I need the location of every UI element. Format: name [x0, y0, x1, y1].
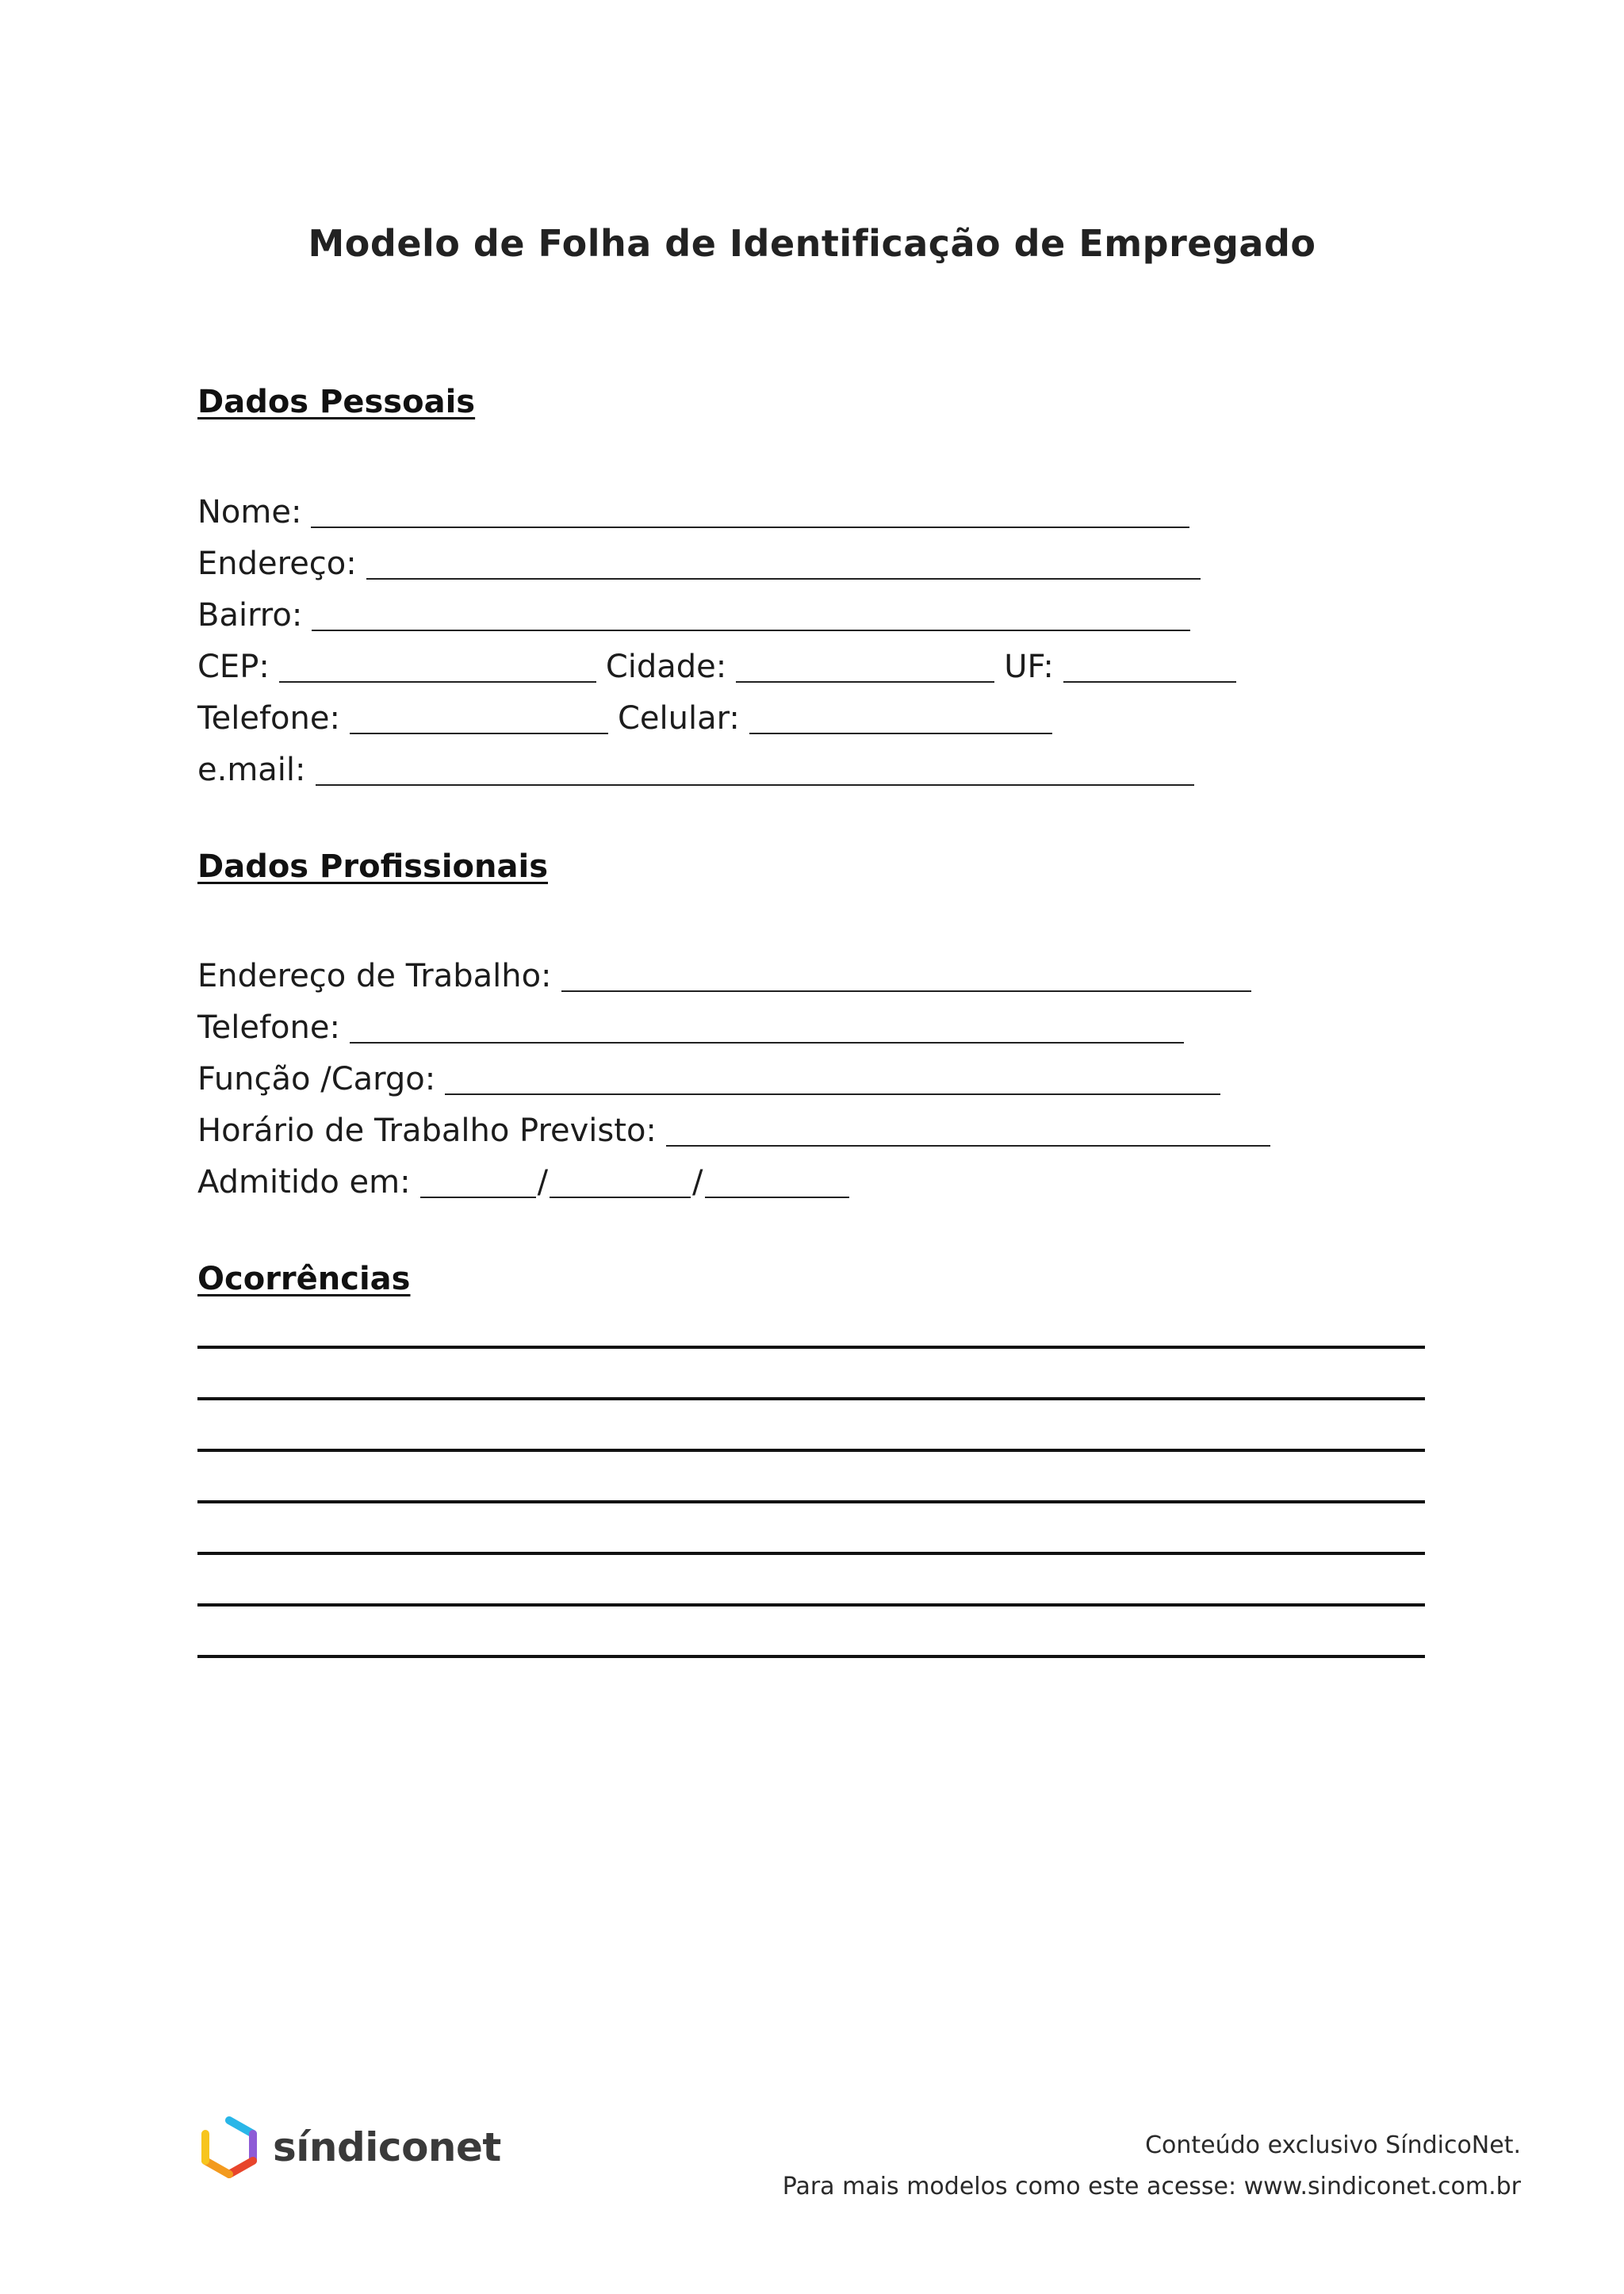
- field-row-email: [197, 738, 1194, 789]
- field-blank-nome[interactable]: [311, 495, 1189, 528]
- field-row-funcao-cargo: [197, 1047, 1220, 1098]
- occurrence-line[interactable]: [197, 1346, 1425, 1349]
- field-label-telefone: Telefone:: [197, 700, 340, 737]
- date-separator: /: [537, 1164, 549, 1201]
- field-blank-email[interactable]: [316, 753, 1194, 786]
- field-blank-horario[interactable]: [666, 1113, 1270, 1147]
- occurrence-line[interactable]: [197, 1449, 1425, 1452]
- field-blank-endereco-trabalho[interactable]: [561, 959, 1251, 992]
- field-label-email: e.mail:: [197, 752, 306, 788]
- hexagon-logo-icon: [200, 2116, 259, 2179]
- field-row-horario: [197, 1099, 1270, 1150]
- field-blank-uf[interactable]: [1063, 649, 1236, 683]
- occurrence-line[interactable]: [197, 1397, 1425, 1400]
- occurrence-line[interactable]: [197, 1500, 1425, 1503]
- footer-website-note: Para mais modelos como este acesse: www.sindiconet.com.br: [782, 2173, 1521, 2200]
- occurrence-line[interactable]: [197, 1655, 1425, 1658]
- field-row-telefone-celular: [197, 687, 1052, 737]
- field-label-funcao-cargo: Função /Cargo:: [197, 1061, 436, 1097]
- section-heading-occurrences: Ocorrências: [197, 1261, 411, 1297]
- field-blank-endereco[interactable]: [366, 546, 1201, 580]
- sindiconet-logo: [200, 2116, 501, 2179]
- field-label-celular: Celular:: [617, 700, 740, 737]
- field-row-endereco: [197, 532, 1201, 583]
- field-label-nome: Nome:: [197, 494, 302, 530]
- field-blank-admitido-ano[interactable]: [705, 1165, 849, 1198]
- field-label-endereco-trabalho: Endereço de Trabalho:: [197, 958, 552, 994]
- field-blank-celular[interactable]: [749, 701, 1052, 734]
- document-title: Modelo de Folha de Identificação de Empregado: [308, 222, 1316, 265]
- field-blank-telefone[interactable]: [350, 701, 608, 734]
- section-heading-personal: Dados Pessoais: [197, 384, 476, 420]
- field-label-cep: CEP:: [197, 649, 270, 685]
- field-row-admitido: [197, 1151, 849, 1201]
- field-row-telefone-trabalho: [197, 996, 1184, 1047]
- occurrence-line[interactable]: [197, 1603, 1425, 1607]
- field-blank-cep[interactable]: [279, 649, 596, 683]
- footer-exclusive-note: Conteúdo exclusivo SíndicoNet.: [1145, 2131, 1521, 2159]
- field-label-horario: Horário de Trabalho Previsto:: [197, 1113, 657, 1149]
- field-label-bairro: Bairro:: [197, 597, 303, 634]
- field-label-admitido: Admitido em:: [197, 1164, 411, 1201]
- field-blank-funcao-cargo[interactable]: [445, 1062, 1220, 1095]
- field-label-cidade: Cidade:: [605, 649, 727, 685]
- field-label-uf: UF:: [1004, 649, 1054, 685]
- field-blank-bairro[interactable]: [312, 598, 1190, 631]
- date-separator: /: [692, 1164, 703, 1201]
- field-blank-cidade[interactable]: [736, 649, 994, 683]
- field-label-telefone-trabalho: Telefone:: [197, 1009, 340, 1046]
- field-label-endereco: Endereço:: [197, 546, 357, 582]
- field-row-endereco-trabalho: [197, 944, 1251, 995]
- field-blank-admitido-dia[interactable]: [420, 1165, 536, 1198]
- logo-wordmark: síndiconet: [273, 2124, 501, 2170]
- field-row-cep-cidade-uf: [197, 635, 1236, 686]
- section-heading-professional: Dados Profissionais: [197, 848, 549, 885]
- field-row-bairro: [197, 584, 1190, 634]
- field-blank-admitido-mes[interactable]: [550, 1165, 691, 1198]
- field-row-nome: [197, 481, 1189, 531]
- field-blank-telefone-trabalho[interactable]: [350, 1010, 1184, 1044]
- occurrence-line[interactable]: [197, 1552, 1425, 1555]
